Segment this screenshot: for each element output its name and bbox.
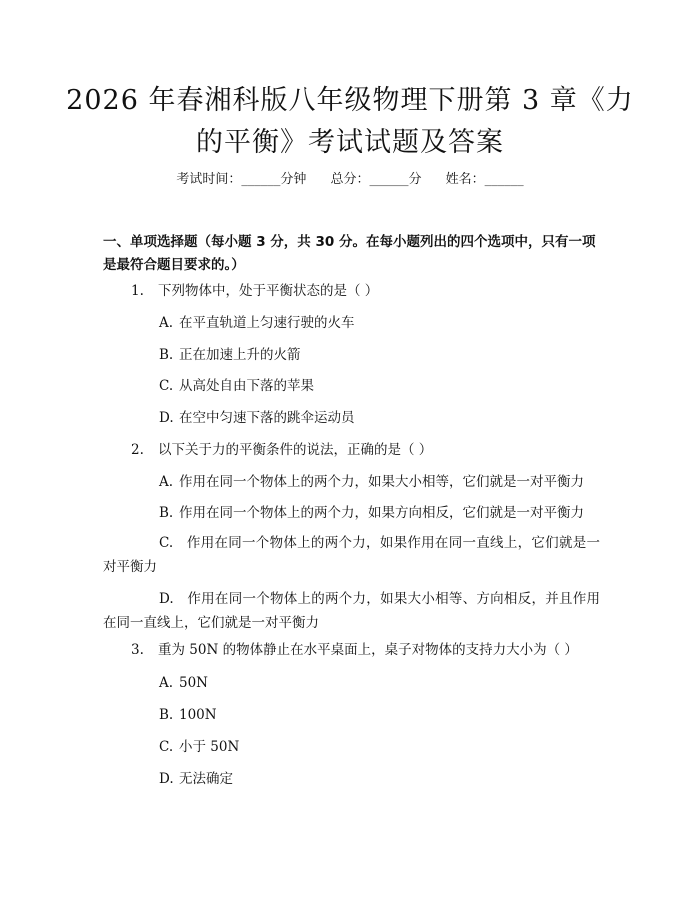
question-number: 3. [131, 642, 144, 658]
question-2-option-b [159, 503, 584, 523]
question-2-option-c [103, 531, 600, 579]
question-2 [131, 440, 432, 460]
option-text: 在平直轨道上匀速行驶的火车 [179, 315, 355, 331]
question-number: 1. [131, 283, 144, 299]
question-1 [131, 281, 378, 301]
question-number: 2. [131, 442, 144, 458]
option-text: 作用在同一个物体上的两个力，如果大小相等、方向相反，并且作用在同一直线上，它们就是一对平衡力 [103, 591, 600, 631]
section-heading: 一、单项选择题（每小题 3 分，共 30 分。在每小题列出的四个选项中，只有一项是最符合题目要求的。） [103, 234, 596, 273]
option-text: 从高处自由下落的苹果 [179, 378, 314, 394]
student-name: 姓名：______ [445, 172, 524, 187]
question-text: 下列物体中，处于平衡状态的是（ ） [158, 283, 379, 299]
option-text: 作用在同一个物体上的两个力，如果方向相反，它们就是一对平衡力 [179, 505, 584, 521]
question-2-option-a [159, 472, 584, 492]
option-letter: D. [159, 591, 174, 607]
question-3-option-c [159, 737, 239, 757]
option-letter: A. [159, 474, 174, 490]
option-letter: A. [159, 675, 174, 691]
option-text: 小于 50N [179, 739, 240, 755]
option-text: 正在加速上升的火箭 [179, 347, 301, 363]
question-1-option-b [159, 345, 301, 365]
option-letter: C. [159, 378, 174, 394]
option-text: 作用在同一个物体上的两个力，如果大小相等，它们就是一对平衡力 [179, 474, 584, 490]
option-letter: B. [159, 505, 174, 521]
option-letter: C. [159, 739, 174, 755]
exam-info [0, 168, 700, 187]
question-3-option-b [159, 705, 217, 725]
option-letter: C. [159, 535, 174, 551]
option-letter: D. [159, 771, 174, 787]
question-2-option-d [103, 587, 600, 635]
total-score: 总分：______分 [330, 172, 422, 187]
page-title [60, 80, 640, 164]
option-letter: B. [159, 347, 174, 363]
question-text: 以下关于力的平衡条件的说法，正确的是（ ） [158, 442, 433, 458]
option-letter: D. [159, 410, 174, 426]
exam-time: 考试时间：______分钟 [176, 172, 307, 187]
option-letter: B. [159, 707, 174, 723]
question-1-option-c [159, 376, 314, 396]
option-text: 在空中匀速下落的跳伞运动员 [179, 410, 355, 426]
title-line-1: 2026 年春湘科版八年级物理下册第 3 章《力 [66, 85, 634, 116]
question-3 [131, 640, 578, 660]
question-3-option-a [159, 673, 208, 693]
question-3-option-d [159, 769, 233, 789]
option-text: 50N [179, 675, 208, 691]
option-letter: A. [159, 315, 174, 331]
title-line-2: 的平衡》考试试题及答案 [196, 127, 504, 158]
question-1-option-a [159, 313, 355, 333]
question-text: 重为 50N 的物体静止在水平桌面上，桌子对物体的支持力大小为（ ） [158, 642, 578, 658]
option-text: 100N [179, 707, 217, 723]
option-text: 无法确定 [179, 771, 233, 787]
option-text: 作用在同一个物体上的两个力，如果作用在同一直线上，它们就是一对平衡力 [103, 535, 600, 575]
question-1-option-d [159, 408, 355, 428]
